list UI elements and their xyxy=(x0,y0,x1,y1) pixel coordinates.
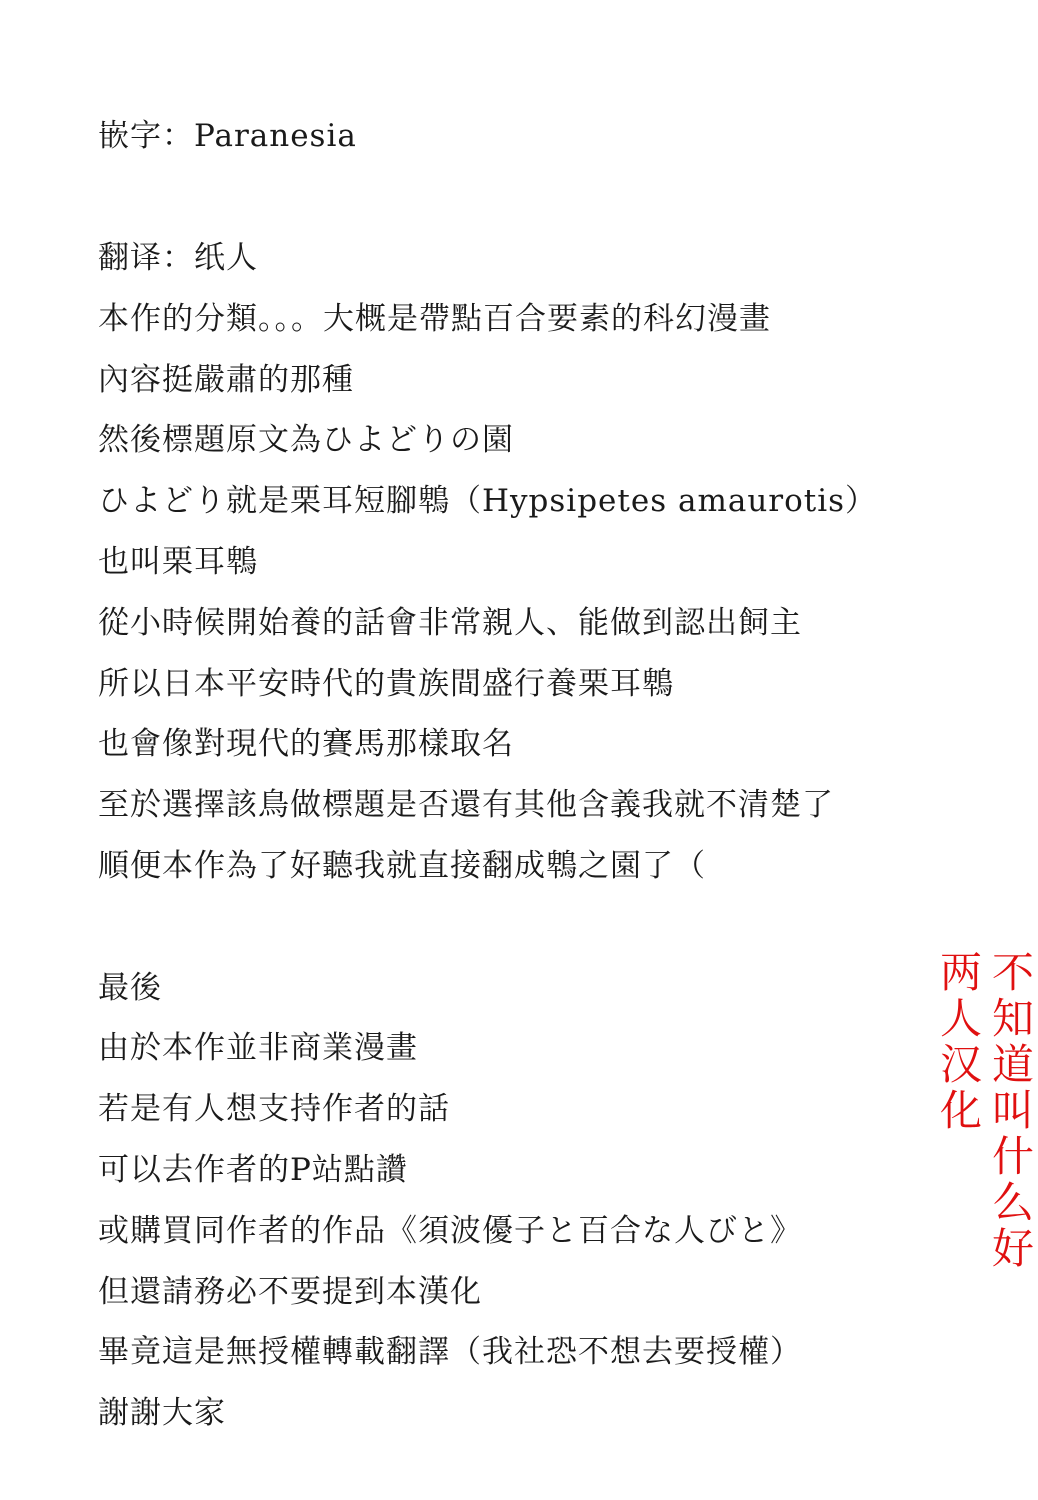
intro-line: 也會像對現代的賽馬那樣取名 xyxy=(98,726,514,762)
intro-line: 本作的分類。。。大概是帶點百合要素的科幻漫畫 xyxy=(98,301,771,337)
closing-line: 最後 xyxy=(98,970,162,1006)
typesetting-credit: 嵌字：Paranesia xyxy=(98,118,357,154)
closing-line: 謝謝大家 xyxy=(98,1395,226,1431)
translation-credit: 翻译：纸人 xyxy=(98,240,258,276)
intro-line: 也叫栗耳鵯 xyxy=(98,544,258,580)
intro-line: 順便本作為了好聽我就直接翻成鵯之園了（ xyxy=(98,848,706,884)
closing-line: 或購買同作者的作品《須波優子と百合な人びと》 xyxy=(98,1213,802,1249)
intro-line: 內容挺嚴肅的那種 xyxy=(98,362,354,398)
intro-line: 從小時候開始養的話會非常親人、能做到認出飼主 xyxy=(98,605,802,641)
intro-line: 所以日本平安時代的貴族間盛行養栗耳鵯 xyxy=(98,666,674,702)
group-stamp-name: 不知道叫什么好 xyxy=(991,948,1034,1273)
closing-line: 畢竟這是無授權轉載翻譯（我社恐不想去要授權） xyxy=(98,1334,802,1370)
group-stamp-label: 两人汉化 xyxy=(939,948,982,1135)
closing-line: 由於本作並非商業漫畫 xyxy=(98,1030,418,1066)
intro-line: 至於選擇該鳥做標題是否還有其他含義我就不清楚了 xyxy=(98,787,834,823)
closing-line: 但還請務必不要提到本漢化 xyxy=(98,1274,482,1310)
closing-line: 可以去作者的P站點讚 xyxy=(98,1152,408,1188)
intro-line: ひよどり就是栗耳短腳鵯（Hypsipetes amaurotis） xyxy=(98,483,878,519)
closing-line: 若是有人想支持作者的話 xyxy=(98,1091,450,1127)
intro-line: 然後標題原文為ひよどりの園 xyxy=(98,422,514,458)
